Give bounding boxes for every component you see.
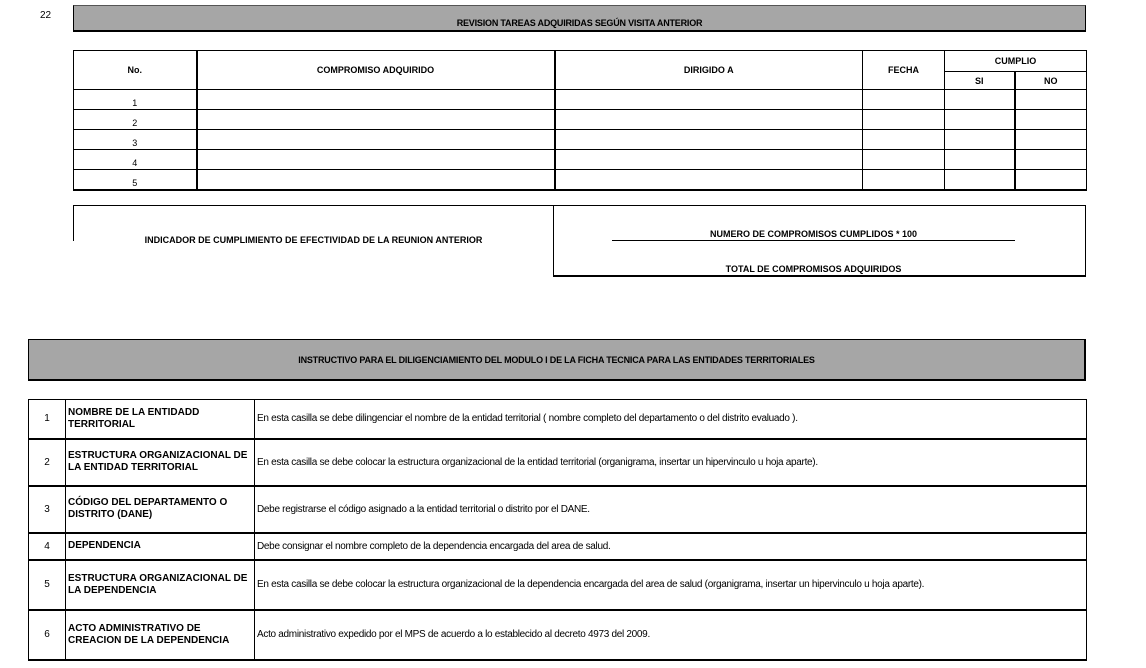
cell-compromiso[interactable] xyxy=(197,90,555,110)
table-row xyxy=(74,130,1087,150)
cell-fecha[interactable] xyxy=(863,110,945,130)
table-row xyxy=(29,560,1087,610)
cell-no[interactable] xyxy=(1015,150,1087,170)
cell-no[interactable] xyxy=(1015,130,1087,150)
item-description: En esta casilla se debe colocar la estructura organizacional de la dependencia encargada del area de salud (organigrama, insertar un hipervinculo u hoja aparte). xyxy=(255,560,1087,610)
item-field: DEPENDENCIA xyxy=(66,533,255,560)
section-title-revision: REVISION TAREAS ADQUIRIDAS SEGÚN VISITA ANTERIOR xyxy=(73,5,1086,32)
header-si: SI xyxy=(945,72,1015,90)
cell-dirigido[interactable] xyxy=(555,90,863,110)
header-cumplio: CUMPLIO xyxy=(945,51,1087,72)
item-field: CÓDIGO DEL DEPARTAMENTO O DISTRITO (DANE) xyxy=(66,486,255,533)
indicator-numerator: NUMERO DE COMPROMISOS CUMPLIDOS * 100 xyxy=(709,229,918,239)
header-no-col: NO xyxy=(1015,72,1087,90)
commitments-table xyxy=(73,50,1087,191)
item-number: 4 xyxy=(29,533,66,560)
cell-compromiso[interactable] xyxy=(197,130,555,150)
item-description: En esta casilla se debe dilingenciar el nombre de la entidad territorial ( nombre completo del departamento o del distrito evaluado ). xyxy=(255,400,1087,439)
item-description: Debe registrarse el código asignado a la entidad territorial o distrito por el DANE. xyxy=(255,486,1087,533)
fraction-line xyxy=(612,240,1015,241)
table-row xyxy=(29,533,1087,560)
cell-si[interactable] xyxy=(945,150,1015,170)
table-row xyxy=(29,400,1087,439)
row-index: 2 xyxy=(74,110,197,130)
indicator-border-top xyxy=(73,205,1086,206)
indicator-divider xyxy=(553,205,554,276)
cell-dirigido[interactable] xyxy=(555,170,863,191)
table-row xyxy=(74,90,1087,110)
row-index: 1 xyxy=(74,90,197,110)
header-no: No. xyxy=(74,51,197,90)
cell-dirigido[interactable] xyxy=(555,110,863,130)
table-row xyxy=(74,110,1087,130)
indicator-label: INDICADOR DE CUMPLIMIENTO DE EFECTIVIDAD DE LA REUNION ANTERIOR xyxy=(144,235,483,245)
section-title-instructivo: INSTRUCTIVO PARA EL DILIGENCIAMIENTO DEL MODULO I DE LA FICHA TECNICA PARA LAS ENTIDADES TERRITORIALES xyxy=(28,339,1086,381)
item-number: 2 xyxy=(29,439,66,486)
cell-compromiso[interactable] xyxy=(197,170,555,191)
indicator-border-right xyxy=(1085,205,1086,276)
cell-si[interactable] xyxy=(945,90,1015,110)
cell-fecha[interactable] xyxy=(863,170,945,191)
row-number: 22 xyxy=(40,10,52,21)
indicator-denominator: TOTAL DE COMPROMISOS ADQUIRIDOS xyxy=(725,264,902,274)
item-field: ESTRUCTURA ORGANIZACIONAL DE LA ENTIDAD TERRITORIAL xyxy=(66,439,255,486)
item-description: Acto administrativo expedido por el MPS de acuerdo a lo establecido al decreto 4973 del 2009. xyxy=(255,610,1087,660)
cell-compromiso[interactable] xyxy=(197,110,555,130)
instructions-table xyxy=(28,399,1087,661)
header-fecha: FECHA xyxy=(863,51,945,90)
cell-fecha[interactable] xyxy=(863,150,945,170)
item-number: 1 xyxy=(29,400,66,439)
item-number: 3 xyxy=(29,486,66,533)
cell-si[interactable] xyxy=(945,110,1015,130)
cell-no[interactable] xyxy=(1015,110,1087,130)
item-field: ACTO ADMINISTRATIVO DE CREACION DE LA DEPENDENCIA xyxy=(66,610,255,660)
item-description: Debe consignar el nombre completo de la dependencia encargada del area de salud. xyxy=(255,533,1087,560)
item-field: NOMBRE DE LA ENTIDADD TERRITORIAL xyxy=(66,400,255,439)
cell-no[interactable] xyxy=(1015,90,1087,110)
cell-compromiso[interactable] xyxy=(197,150,555,170)
cell-si[interactable] xyxy=(945,170,1015,191)
header-dirigido: DIRIGIDO A xyxy=(555,51,863,90)
item-number: 6 xyxy=(29,610,66,660)
table-row xyxy=(74,170,1087,191)
header-compromiso: COMPROMISO ADQUIRIDO xyxy=(197,51,555,90)
table-row xyxy=(29,486,1087,533)
cell-fecha[interactable] xyxy=(863,90,945,110)
table-row xyxy=(29,439,1087,486)
cell-dirigido[interactable] xyxy=(555,150,863,170)
cell-no[interactable] xyxy=(1015,170,1087,191)
row-index: 5 xyxy=(74,170,197,191)
item-number: 5 xyxy=(29,560,66,610)
item-field: ESTRUCTURA ORGANIZACIONAL DE LA DEPENDENCIA xyxy=(66,560,255,610)
cell-fecha[interactable] xyxy=(863,130,945,150)
row-index: 4 xyxy=(74,150,197,170)
cell-si[interactable] xyxy=(945,130,1015,150)
row-index: 3 xyxy=(74,130,197,150)
table-row xyxy=(29,610,1087,660)
table-row xyxy=(74,150,1087,170)
indicator-border-bottom xyxy=(553,275,1086,277)
item-description: En esta casilla se debe colocar la estructura organizacional de la entidad territorial (organigrama, insertar un hipervinculo u hoja aparte). xyxy=(255,439,1087,486)
cell-dirigido[interactable] xyxy=(555,130,863,150)
